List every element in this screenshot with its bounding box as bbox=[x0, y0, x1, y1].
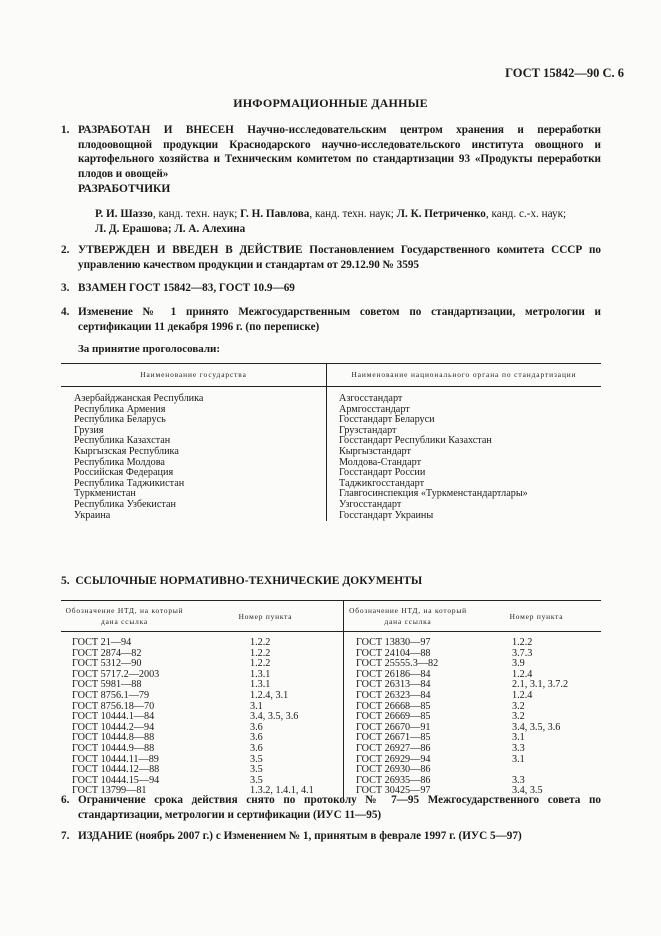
right-items-column bbox=[472, 632, 601, 798]
section-number: 3. bbox=[61, 282, 70, 294]
reference-item: 3.6 bbox=[250, 732, 263, 744]
vote-heading: За принятие проголосовали: bbox=[78, 343, 221, 355]
section-2 bbox=[61, 243, 601, 272]
reference-item: 3.9 bbox=[512, 658, 525, 670]
reference-doc: ГОСТ 5312—90 bbox=[72, 658, 142, 670]
state-name: Республика Узбекистан bbox=[74, 498, 176, 510]
reference-doc: ГОСТ 26323—84 bbox=[356, 689, 431, 701]
reference-doc: ГОСТ 26930—86 bbox=[356, 764, 431, 776]
standards-body-name: Узгосстандарт bbox=[339, 498, 402, 510]
state-name: Грузия bbox=[74, 424, 104, 436]
state-name: Республика Молдова bbox=[74, 456, 165, 468]
state-name: Азербайджанская Республика bbox=[74, 393, 204, 404]
standards-body-name: Главгосинспекция «Туркменстандартлары» bbox=[339, 488, 528, 500]
reference-doc: ГОСТ 10444.8—88 bbox=[72, 732, 155, 744]
page-header: ГОСТ 15842—90 С. 6 bbox=[505, 66, 624, 80]
standards-body-name: Таджикгосстандарт bbox=[339, 477, 425, 489]
standards-body-name: Армгосстандарт bbox=[339, 403, 410, 415]
reference-item: 1.2.2 bbox=[250, 637, 271, 648]
section-number: 4. bbox=[61, 306, 70, 318]
section-lead: ИЗДАНИЕ bbox=[78, 830, 133, 842]
reference-doc: ГОСТ 10444.2—94 bbox=[72, 721, 155, 733]
reference-doc: ГОСТ 8756.1—79 bbox=[72, 689, 150, 701]
developer-name: Л. А. Алехина bbox=[174, 223, 246, 235]
section-5-heading bbox=[61, 575, 422, 587]
page-title: ИНФОРМАЦИОННЫЕ ДАННЫЕ bbox=[233, 96, 428, 110]
reference-item: 1.2.2 bbox=[250, 647, 271, 659]
reference-doc: ГОСТ 13830—97 bbox=[356, 637, 431, 648]
reference-doc: ГОСТ 10444.9—88 bbox=[72, 742, 155, 754]
column-header-doc: Обозначение НТД, на который дана ссылка bbox=[344, 601, 473, 632]
reference-item: 1.2.4 bbox=[512, 689, 533, 701]
reference-item: 3.1 bbox=[250, 700, 263, 712]
reference-doc: ГОСТ 10444.11—89 bbox=[72, 753, 159, 765]
reference-item: 3.6 bbox=[250, 742, 263, 754]
column-header-item: Номер пункта bbox=[188, 601, 344, 632]
reference-item: 1.2.2 bbox=[250, 658, 271, 670]
reference-doc: ГОСТ 26669—85 bbox=[356, 711, 431, 723]
reference-doc: ГОСТ 26671—85 bbox=[356, 732, 431, 744]
developer-degree: , канд. с.-х. наук; bbox=[485, 208, 567, 220]
reference-item: 3.4, 3.5 bbox=[512, 785, 543, 797]
standards-body-name: Госстандарт Беларуси bbox=[339, 414, 435, 426]
section-number: 1. bbox=[61, 124, 70, 136]
section-text: (ноябрь 2007 г.) с Изменением № 1, принятым в феврале 1997 г. (ИУС 5—97) bbox=[132, 830, 522, 842]
right-docs-column bbox=[344, 632, 473, 798]
section-6 bbox=[61, 793, 601, 822]
state-name: Республика Таджикистан bbox=[74, 477, 185, 489]
state-name: Туркменистан bbox=[74, 488, 136, 500]
reference-item: 3.5 bbox=[250, 764, 263, 776]
reference-doc: ГОСТ 21—94 bbox=[72, 637, 132, 648]
developers-list bbox=[95, 207, 601, 237]
column-header-body: Наименование национального органа по стандартизации bbox=[327, 364, 602, 387]
reference-doc: ГОСТ 26670—91 bbox=[356, 721, 431, 733]
reference-item: 1.3.1 bbox=[250, 679, 271, 691]
reference-item: 3.5 bbox=[250, 774, 263, 786]
reference-item: 3.4, 3.5, 3.6 bbox=[512, 721, 561, 733]
section-1 bbox=[61, 123, 601, 181]
developer-name: Г. Н. Павлова bbox=[240, 208, 310, 220]
reference-item: 3.1 bbox=[512, 732, 525, 744]
reference-doc: ГОСТ 10444.15—94 bbox=[72, 774, 160, 786]
column-header-item: Номер пункта bbox=[472, 601, 601, 632]
states-column bbox=[61, 387, 327, 522]
section-4 bbox=[61, 305, 601, 334]
reference-doc: ГОСТ 8756.18—70 bbox=[72, 700, 155, 712]
reference-item: 1.2.4 bbox=[512, 668, 533, 680]
column-header-doc: Обозначение НТД, на который дана ссылка bbox=[61, 601, 188, 632]
reference-doc: ГОСТ 5981—88 bbox=[72, 679, 142, 691]
reference-doc: ГОСТ 30425—97 bbox=[356, 785, 431, 797]
section-number: 2. bbox=[61, 244, 70, 256]
reference-doc: ГОСТ 26313—84 bbox=[356, 679, 431, 691]
developer-name: Л. К. Петриченко bbox=[396, 208, 486, 220]
reference-doc: ГОСТ 26929—94 bbox=[356, 753, 431, 765]
section-text: Научно-исследовательским центром хранения и переработки плодоовощной продукции Краснодарского научно-исследовательского института овощного и картофельного хозяйства и Техническим комитетом по стандартизации 93 «Продукты переработки плодов и овощей» bbox=[78, 124, 601, 180]
column-header-state: Наименование государства bbox=[61, 364, 327, 387]
reference-doc: ГОСТ 26186—84 bbox=[356, 668, 431, 680]
reference-item: 3.4, 3.5, 3.6 bbox=[250, 711, 299, 723]
section-text: Ограничение срока действия снято по протоколу № 7—95 Межгосударственного совета по стандартизации, метрологии и сертификации (ИУС 11—95) bbox=[78, 794, 601, 821]
section-title: ССЫЛОЧНЫЕ НОРМАТИВНО-ТЕХНИЧЕСКИЕ ДОКУМЕНТЫ bbox=[75, 575, 423, 587]
developer-name: Р. И. Шаззо bbox=[95, 208, 153, 220]
developer-degree: , канд. техн. наук; bbox=[152, 208, 241, 220]
references-table bbox=[61, 600, 601, 798]
standards-body-name: Грузстандарт bbox=[339, 424, 397, 436]
section-number: 5. bbox=[61, 575, 70, 587]
section-lead: ВЗАМЕН bbox=[78, 282, 127, 294]
state-name: Кыргызская Республика bbox=[74, 445, 179, 457]
reference-item: 3.3 bbox=[512, 774, 525, 786]
reference-doc: ГОСТ 25555.3—82 bbox=[356, 658, 439, 670]
section-number: 7. bbox=[61, 830, 70, 842]
reference-doc: ГОСТ 26668—85 bbox=[356, 700, 431, 712]
reference-item: 3.7.3 bbox=[512, 647, 533, 659]
reference-item: 2.1, 3.1, 3.7.2 bbox=[512, 679, 569, 691]
developer-degree: , канд. техн. наук; bbox=[309, 208, 397, 220]
standards-body-name: Кыргызстандарт bbox=[339, 445, 411, 457]
reference-item: 3.2 bbox=[512, 700, 525, 712]
section-number: 6. bbox=[61, 794, 70, 806]
standards-body-name: Азгосстандарт bbox=[339, 393, 403, 404]
section-text: Постановлением Государственного комитета СССР по управлению качеством продукции и стандартам от 29.12.90 № 3595 bbox=[78, 244, 601, 271]
developer-separator: ; bbox=[167, 223, 175, 235]
state-name: Украина bbox=[74, 509, 111, 521]
reference-doc: ГОСТ 5717.2—2003 bbox=[72, 668, 160, 680]
reference-item: 1.3.1 bbox=[250, 668, 271, 680]
reference-doc: ГОСТ 10444.12—88 bbox=[72, 764, 160, 776]
reference-doc: ГОСТ 13799—81 bbox=[72, 785, 147, 797]
bodies-column bbox=[327, 387, 602, 522]
standards-body-name: Госстандарт Украины bbox=[339, 509, 434, 521]
reference-doc: ГОСТ 26935—86 bbox=[356, 774, 431, 786]
reference-item: 1.3.2, 1.4.1, 4.1 bbox=[250, 785, 314, 797]
developer-name: Л. Д. Ерашова bbox=[95, 223, 168, 235]
standards-body-name: Госстандарт Республики Казахстан bbox=[339, 435, 492, 447]
reference-doc: ГОСТ 26927—86 bbox=[356, 742, 431, 754]
reference-item: 3.5 bbox=[250, 753, 263, 765]
reference-doc: ГОСТ 10444.1—84 bbox=[72, 711, 155, 723]
voting-table bbox=[61, 363, 601, 521]
standards-body-name: Госстандарт России bbox=[339, 467, 426, 479]
section-lead: УТВЕРЖДЕН И ВВЕДЕН В ДЕЙСТВИЕ bbox=[78, 244, 303, 256]
left-items-column bbox=[188, 632, 344, 798]
state-name: Республика Армения bbox=[74, 403, 166, 415]
standards-body-name: Молдова-Стандарт bbox=[339, 456, 422, 468]
section-lead: РАЗРАБОТАН И ВНЕСЕН bbox=[78, 124, 234, 136]
reference-doc: ГОСТ 24104—88 bbox=[356, 647, 431, 659]
state-name: Республика Беларусь bbox=[74, 414, 166, 426]
reference-item: 3.6 bbox=[250, 721, 263, 733]
reference-item: 3.1 bbox=[512, 753, 525, 765]
developers-heading: РАЗРАБОТЧИКИ bbox=[78, 183, 171, 195]
left-docs-column bbox=[61, 632, 188, 798]
section-text: ГОСТ 15842—83, ГОСТ 10.9—69 bbox=[126, 282, 295, 294]
reference-item: 1.2.4, 3.1 bbox=[250, 689, 289, 701]
section-text: Изменение № 1 принято Межгосударственным советом по стандартизации, метрологии и сертификации 11 декабря 1996 г. (по переписке) bbox=[78, 306, 601, 333]
reference-item: 3.2 bbox=[512, 711, 525, 723]
section-7 bbox=[61, 829, 601, 844]
reference-item: 1.2.2 bbox=[512, 637, 533, 648]
section-3 bbox=[61, 281, 601, 296]
reference-doc: ГОСТ 2874—82 bbox=[72, 647, 142, 659]
state-name: Республика Казахстан bbox=[74, 435, 171, 447]
reference-item bbox=[512, 765, 600, 776]
reference-item: 3.3 bbox=[512, 742, 525, 754]
state-name: Российская Федерация bbox=[74, 467, 174, 479]
